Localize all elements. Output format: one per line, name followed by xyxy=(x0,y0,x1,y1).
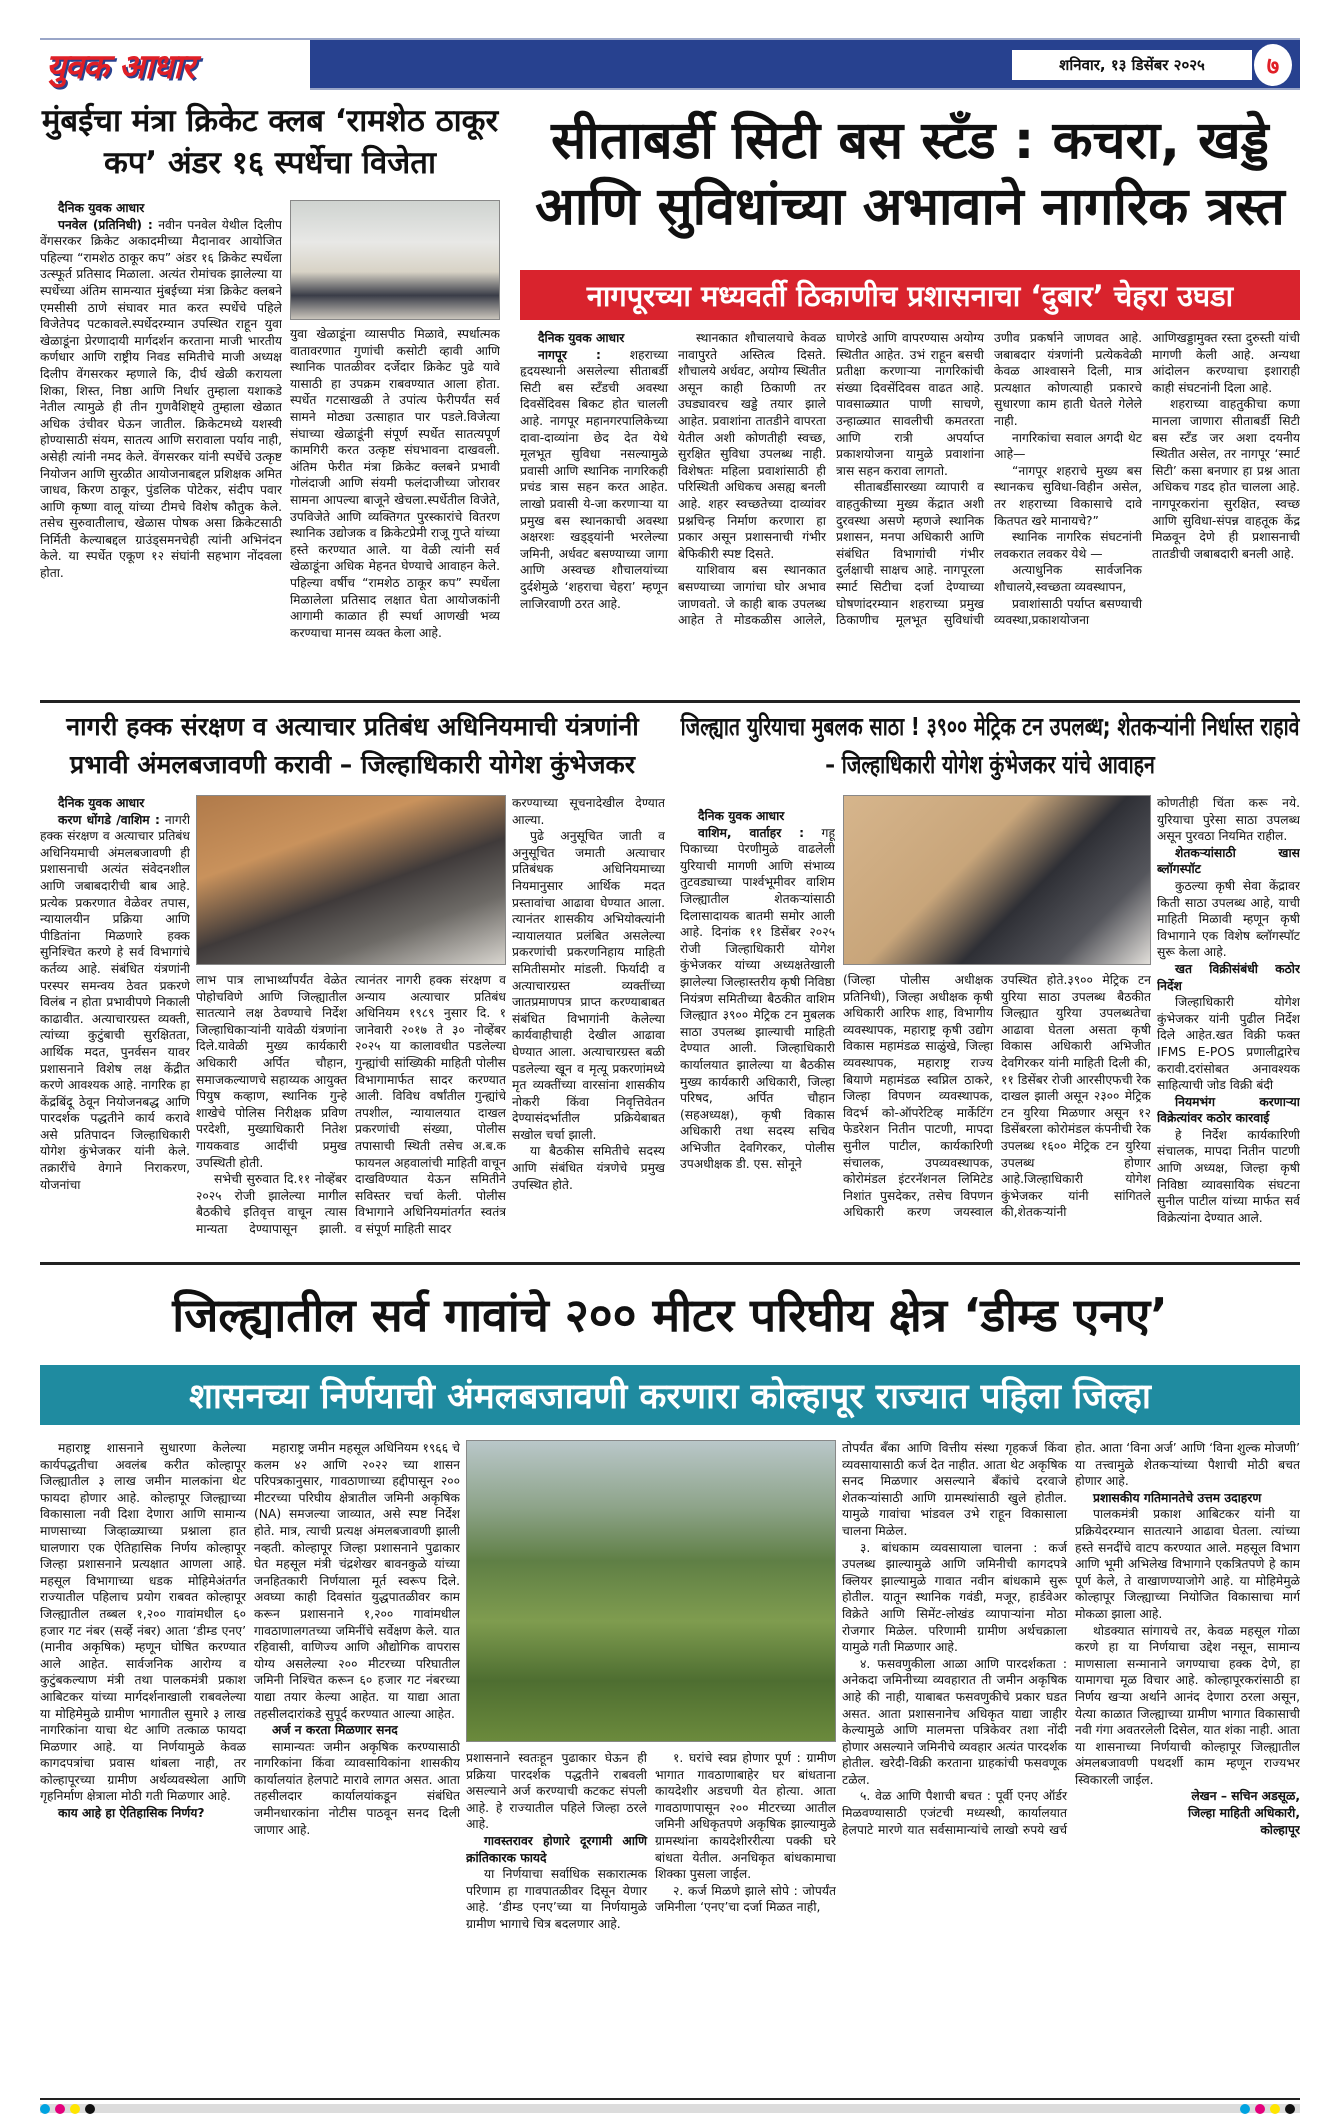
paragraph xyxy=(290,326,500,641)
paragraph-text: १. घरांचे स्वप्न होणार पूर्ण : ग्रामीण भागात गावठाणाबाहेर घर बांधताना कायदेशीर अडचणी येत होत्या. आता गावठाणापासून २०० मीटरच्या आतील जमिनी अधिकृतपणे अकृषिक झाल्यामुळे ग्रामस्थांना कायदेशीररीत्या पक्की घरे बांधता येतील. अनधिकृत बांधकामाचा शिक्का पुसला जाईल. xyxy=(655,1751,836,1882)
source-credit: दैनिक युवक आधार xyxy=(58,201,145,215)
paragraph xyxy=(40,1440,246,1805)
paragraph xyxy=(520,347,668,613)
cricket-column-2 xyxy=(290,326,500,696)
source-credit: दैनिक युवक आधार xyxy=(698,809,785,823)
paragraph-text: “नागपूर शहराचे मुख्य बस स्थानकच सुविधा-विहीन असेल, तर शहराच्या विकासाचे दावे कितपत खरे मानायचे?” xyxy=(994,463,1142,528)
masthead xyxy=(40,38,1300,90)
paragraph-text: पालकमंत्री प्रकाश आबिटकर यांनी या प्रक्रियेदरम्यान सातत्याने आढावा घेतला. त्यांच्या हस्ते सनदींचे वाटप करण्यात आले. महसूल विभाग आणि भूमी अभिलेख विभागाने एकत्रितपणे हे काम पूर्ण केले, ते वाखाणण्याजोगे आहे. या मोहिमेमुळे कोल्हापूर जिल्ह्याच्या नियोजित विकासाचा मार्ग मोकळा झाला आहे. xyxy=(1075,1507,1300,1621)
dateline: करण धोंगडे /वाशिम : xyxy=(58,812,160,827)
paragraph-text: प्रवाशांसाठी पर्याप्त बसण्याची व्यवस्था,प्रकाशयोजना आणिखड्डामुक्त रस्ता दुरुस्ती यांची मागणी केली आहे. अन्यथा आंदोलन करण्याचा इशाराही काही संघटनांनी दिला आहे. xyxy=(994,331,1300,628)
paragraph xyxy=(196,972,347,1171)
subheading: प्रशासकीय गतिमानतेचे उत्तम उदाहरण xyxy=(1093,1490,1262,1505)
paragraph-text: कोणतीही चिंता करू नये. युरियाचा पुरेसा साठा उपलब्ध असून पुरवठा नियमित राहील. xyxy=(1157,796,1300,844)
paragraph-text: नागरिकांचा सवाल अगदी थेट आहे— xyxy=(994,430,1142,462)
paragraph-text: सामान्यतः जमीन अकृषिक करण्यासाठी नागरिकांना किंवा व्यावसायिकांना शासकीय कार्यालयांत हेलपाटे मारावे लागत असत. आता तहसीलदार कार्यालयांकडून संबंधित जमीनधारकांना नोटीस पाठवून सनद दिली जाणार आहे. xyxy=(254,1739,460,1837)
paragraph xyxy=(1075,1623,1300,1789)
paragraph-text: स्थानकात शौचालयाचे केवळ नावापुरते अस्तित्व दिसते. शौचालये अर्धवट, अयोग्य स्थितीत असून काही ठिकाणी तर उघड्यावरच खड्डे तयार झाले आहेत. प्रवाशांना तातडीने वापरता येतील अशी कोणतीही स्वच्छ, सुरक्षित सुविधा उपलब्ध नाही. विशेषतः महिला प्रवाशांसाठी ही परिस्थिती अधिकच असह्य बनली आहे. शहर स्वच्छतेच्या दाव्यांवर प्रश्नचिन्ह निर्माण करणारा हा प्रकार असून प्रशासनाची गंभीर बेफिकीरी स्पष्ट दिसते. xyxy=(678,331,826,561)
paragraph xyxy=(520,330,668,347)
atrocity-column-1 xyxy=(40,795,190,1245)
paragraph xyxy=(842,1440,1067,1540)
dateline: नागपूर : xyxy=(538,347,601,362)
section-divider xyxy=(40,700,1300,703)
nagpur-subheadline-banner: नागपूरच्या मध्यवर्ती ठिकाणीच प्रशासनाचा ‘दुबार’ चेहरा उघडा xyxy=(520,270,1300,320)
paragraph xyxy=(994,529,1142,562)
paragraph xyxy=(1075,1506,1300,1622)
cricket-headline: मुंबईचा मंत्रा क्रिकेट क्लब ‘रामशेठ ठाकूर कप’ अंडर १६ स्पर्धेचा विजेता xyxy=(41,103,499,181)
footer-rule xyxy=(40,2098,1300,2100)
urea-column-1 xyxy=(680,808,835,1245)
atrocity-act-headline: नागरी हक्क संरक्षण व अत्याचार प्रतिबंध अधिनियमाची यंत्रणांनी प्रभावी अंमलबजावणी करावी – जिल्हाधिकारी योगेश कुंभेजकर xyxy=(66,712,639,779)
paragraph-text: ५. वेळ आणि पैशाची बचत : पूर्वी एनए ऑर्डर मिळवण्यासाठी एजंटची मध्यस्थी, कार्यालयात हेलपाटे मारणे यात सर्वसामान्यांचे लाखो रुपये खर्च होत. आता ‘विना अर्ज’ आणि ‘विना शुल्क मोजणी’ या तत्त्वामुळे शेतकऱ्यांच्या पैशाची मोठी बचत होणार आहे. xyxy=(842,1441,1300,1837)
paragraph-text: महाराष्ट्र शासनाने सुधारणा केलेल्या कार्यपद्धतीचा अवलंब करीत कोल्हापूर जिल्ह्यातील ३ लाख जमीन मालकांना थेट फायदा होणार आहे. कोल्हापूर जिल्ह्याच्या विकासाला नवी दिशा देणारा आणि सामान्य माणसाच्या जिव्हाळ्याच्या प्रश्नाला हात घालणारा एक ऐतिहासिक निर्णय कोल्हापूर जिल्हा प्रशासनाने प्रत्यक्षात आणला आहे. महसूल विभागाच्या धडक मोहिमेअंतर्गत राज्यातील पहिलाच प्रयोग राबवत कोल्हापूर जिल्ह्यातील तब्बल १,२०० गावांमधील ६० हजार गट नंबर (सर्व्हे नंबर) आता ‘डीम्ड एनए’ (मानीव अकृषिक) म्हणून घोषित करण्यात आले आहेत. सार्वजनिक आरोग्य व कुटुंबकल्याण मंत्री तथा पालकमंत्री प्रकाश आबिटकर यांच्या मार्गदर्शनाखाली राबवलेल्या या मोहिमेमुळे ग्रामीण भागातील सुमारे ३ लाख नागरिकांना याचा थेट आणि तत्काळ फायदा मिळणार आहे. या निर्णयामुळे केवळ कागदपत्रांचा प्रवास थांबला नाही, तर कोल्हापूरच्या ग्रामीण अर्थव्यवस्थेला आणि गृहनिर्माण क्षेत्राला मोठी गती मिळणार आहे. xyxy=(40,1441,246,1804)
paragraph-text: (जिल्हा पोलीस अधीक्षक प्रतिनिधी), जिल्हा अधीक्षक कृषी अधिकारी आरिफ शाह, विभागीय व्यवस्थापक, महाराष्ट्र कृषी उद्योग विकास महामंडळ साळुंखे, जिल्हा व्यवस्थापक, महाराष्ट्र राज्य बियाणे महामंडळ स्वप्निल ठाकरे, जिल्हा विपणन व्यवस्थापक, विदर्भ को-ऑपरेटिव्ह मार्केटिंग फेडरेशन नितीन पाटणी, मापदा सुनील पाटील, कार्यकारिणी संचालक, उपव्यवस्थापक, कोरोमंडल इंटरनॅशनल लिमिटेड निशांत पुसदेकर, तसेच विपणन अधिकारी करण जयस्वाल उपस्थित होते.३९०० मेट्रिक टन युरिया साठा उपलब्ध बैठकीत जिल्ह्यात युरिया उपलब्धतेचा आढावा घेतला असता कृषी विकास अधिकारी अभिजीत देवगिरकर यांनी माहिती दिली की, ११ डिसेंबर रोजी आरसीएफची रेक दाखल झाली असून २३०० मेट्रिक टन युरिया मिळणार असून १२ डिसेंबरला कोरोमंडल कंपनीची रेक उपलब्ध १६०० मेट्रिक टन युरिया उपलब्ध होणार आहे.जिल्हाधिकारी योगेश कुंभेजकर यांनी सांगितले की,शेतकऱ्यांनी xyxy=(843,973,1151,1220)
paragraph xyxy=(40,812,190,1194)
paragraph xyxy=(466,1866,647,1932)
kolhapur-columns-1-2 xyxy=(40,1440,460,2095)
paragraph-text: प्रशासनाने स्वतःहून पुढाकार घेऊन ही प्रक्रिया पारदर्शक पद्धतीने राबवली असल्याने अर्ज करण्याची कटकट संपली आहे. हे राज्यातील पहिले जिल्हा ठरले आहे. xyxy=(466,1751,647,1832)
source-credit: दैनिक युवक आधार xyxy=(538,331,625,345)
paragraph xyxy=(994,430,1142,463)
paragraph-text: ३. बांधकाम व्यवसायाला चालना : कर्ज उपलब्ध झाल्यामुळे आणि जमिनीची कागदपत्रे क्लियर झाल्यामुळे गावात नवीन बांधकामे सुरू होतील. यातून स्थानिक गवंडी, मजूर, हार्डवेअर विक्रेते आणि सिमेंट-लोखंड व्यापाऱ्यांना मोठा रोजगार मिळेल. परिणामी ग्रामीण अर्थचक्राला यामुळे गती मिळणार आहे. xyxy=(842,1540,1067,1655)
section-divider xyxy=(40,1262,1300,1265)
paragraph-text: शहराच्या हृदयस्थानी असलेल्या सीताबर्डी सिटी बस स्टँडची अवस्था दिवसेंदिवस बिकट होत चालली आहे. नागपूर महानगरपालिकेच्या दावा-दाव्यांना छेद देत येथे मूलभूत सुविधा नसल्यामुळे प्रवासी आणि स्थानिक नागरिकही प्रचंड त्रास सहन करत आहेत. लाखो प्रवासी ये-जा करणाऱ्या या प्रमुख बस स्थानकाची अवस्था अक्षरशः खड्ड्यांनी भरलेल्या जमिनी, अर्धवट बसण्याच्या जागा आणि अस्वच्छ शौचालयांच्या दुर्दशेमुळे ‘शहराचा चेहरा’ म्हणून लाजिरवाणी ठरत आहे. xyxy=(520,347,668,611)
nagpur-headline: सीताबर्डी सिटी बस स्टँड : कचरा, खड्डे आणि सुविधांच्या अभावाने नागरिक त्रस्त xyxy=(535,111,1285,237)
paragraph-text: नागरी हक्क संरक्षण व अत्याचार प्रतिबंध अधिनियमाची अंमलबजावणी ही प्रशासनाची अत्यंत संवेदनशील आणि जबाबदारीची बाब आहे. प्रत्येक प्रकरणात वेळेवर तपास, न्यायालयीन प्रक्रिया आणि पीडितांना मिळणारे हक्क सुनिश्चित करणे हे सर्व विभागांचे कर्तव्य आहे. संबंधित यंत्रणांनी परस्पर समन्वय ठेवत प्रकरणे विलंब न होता प्रभावीपणे निकाली काढावीत. अत्याचारग्रस्त व्यक्ती, त्यांच्या कुटुंबाची सुरक्षितता, आर्थिक मदत, पुनर्वसन यावर प्रशासनाने विशेष लक्ष केंद्रीत करणे आवश्यक आहे. नागरिक हा केंद्रबिंदू ठेवून नियोजनबद्ध आणि पारदर्शक पद्धतीने कार्य करावे असे प्रतिपादन जिल्हाधिकारी योगेश कुंभेजकर यांनी केले. तक्रारींचे वेगाने निराकरण, योजनांचा xyxy=(40,812,190,1192)
paragraph-text: या बैठकीस समितीचे सदस्य आणि संबंधित यंत्रणेचे प्रमुख उपस्थित होते. xyxy=(512,1144,665,1192)
paragraph-text: हे निर्देश कार्यकारिणी संचालक, मापदा नितीन पाटणी आणि अध्यक्ष, जिल्हा कृषी निविष्ठा व्यावसायिक संघटना सुनील पाटील यांच्या मार्फत सर्व विक्रेत्यांना देण्यात आले. xyxy=(1157,1127,1300,1225)
paragraph xyxy=(655,1883,836,1916)
atrocity-column-4 xyxy=(512,795,665,1245)
paragraph-text: थोडक्यात सांगायचे तर, केवळ महसूल गोळा करणे हा या निर्णयाचा उद्देश नसून, सामान्य माणसाला सन्मानाने जगण्याचा हक्क देणे, हा यामागचा मूळ विचार आहे. कोल्हापूरकरांसाठी हा निर्णय खऱ्या अर्थाने आनंद देणारा ठरला असून, येत्या काळात जिल्ह्याच्या ग्रामीण भागात विकासाची नवी गंगा अवतरलेली दिसेल, यात शंका नाही. आता या शासनाच्या निर्णयाची कोल्हापूर जिल्ह्यातील अंमलबजावणी पथदर्शी काम म्हणून राज्यभर स्विकारली जाईल. xyxy=(1075,1623,1300,1787)
paragraph-text: स्थानिक नागरिक संघटनांनी लवकरात लवकर येथे — xyxy=(994,530,1142,561)
committee-meeting-photo xyxy=(196,795,506,965)
paragraph-text: करण्याच्या सूचनादेखील देण्यात आल्या. xyxy=(512,796,665,827)
author-byline: लेखन – सचिन अडसूळ, xyxy=(1191,1789,1300,1804)
paragraph-text: अत्याधुनिक सार्वजनिक शौचालये,स्वच्छता व्यवस्थापन, xyxy=(994,563,1142,594)
paragraph xyxy=(994,463,1142,529)
paragraph-text: लाभ पात्र लाभार्थ्यांपर्यंत वेळेत पोहोचविणे आणि जिल्ह्यातील सातत्याने लक्ष ठेवण्याचे निर्देश जिल्हाधिकाऱ्यांनी यावेळी यंत्रणांना दिले.यावेळी मुख्य कार्यकारी अधिकारी अर्पित चौहान, समाजकल्याणचे सहाय्यक आयुक्त पियुष कव्हाण, स्थानिक गुन्हे शाखेचे पोलिस निरीक्षक प्रविण परदेशी, मुख्याधिकारी नितेश गायकवाड आदींची प्रमुख उपस्थिती होती. xyxy=(196,973,347,1170)
paragraph-text: युवा खेळाडूंना व्यासपीठ मिळावे, स्पर्धात्मक वातावरणात गुणांची कसोटी व्हावी आणि स्थानिक पातळीवर दर्जेदार क्रिकेट पुढे यावे यासाठी हा उपक्रम राबवण्यात आला होता. स्पर्धेत गटसाखळी ते उपांत्य फेरीपर्यंत सर्व सामने मोठ्या उत्साहात पार पडले.विजेत्या संघाच्या खेळाडूंनी संपूर्ण स्पर्धेत सातत्यपूर्ण कामगिरी करत उत्कृष्ट संघभावना दाखवली. अंतिम फेरीत मंत्रा क्रिकेट क्लबने प्रभावी गोलंदाजी आणि संयमी फलंदाजीच्या जोरावर सामना आपल्या बाजूने खेचला.स्पर्धेतील विजेते, उपविजेते आणि व्यक्तिगत पुरस्कारांचे वितरण स्थानिक उद्योजक व क्रिकेटप्रेमी राजू गुप्ते यांच्या हस्ते करण्यात आले. या वेळी त्यांनी सर्व खेळाडूंना अधिक मेहनत घेण्याचे आवाहन केले. पहिल्या वर्षीच “रामशेठ ठाकूर कप” स्पर्धेला मिळालेला प्रतिसाद लक्षात घेता आयोजकांनी आगामी काळात ही स्पर्धा आणखी भव्य करण्याचा मानस व्यक्त केला आहे. xyxy=(290,327,500,640)
paragraph xyxy=(40,217,282,582)
subheading: शेतकऱ्यांसाठी खास ब्लॉगस्पॉट xyxy=(1157,845,1300,877)
kolhapur-subheadline-banner: शासनच्या निर्णयाची अंमलबजावणी करणारा कोल्हापूर राज्यात पहिला जिल्हा xyxy=(40,1365,1300,1425)
paragraph xyxy=(254,1440,460,1722)
issue-date: शनिवार, १३ डिसेंबर २०२५ xyxy=(1012,50,1252,80)
paragraph-text: २. कर्ज मिळणे झाले सोपे : जोपर्यंत जमिनीला ‘एनए’चा दर्जा मिळत नाही, xyxy=(655,1883,836,1915)
subheading: खत विक्रीसंबंधी कठोर निर्देश xyxy=(1157,961,1300,993)
subheading: नियमभंग करणाऱ्या विक्रेत्यांवर कठोर कारवाई xyxy=(1157,1094,1300,1126)
paragraph xyxy=(512,828,665,1143)
paragraph xyxy=(680,808,835,825)
paragraph xyxy=(512,1143,665,1193)
footer-bar xyxy=(40,2104,1300,2113)
paragraph-text: कुठल्या कृषी सेवा केंद्रावर किती साठा उपलब्ध आहे, याची माहिती मिळावी म्हणून कृषी विभागाने एक विशेष ब्लॉगस्पॉट सुरू केला आहे. xyxy=(1157,878,1300,960)
author-byline: कोल्हापूर xyxy=(1260,1822,1300,1837)
subheading: गावस्तरावर होणारे दूरगामी आणि क्रांतिकारक फायदे xyxy=(466,1833,647,1865)
paragraph xyxy=(1157,1127,1300,1227)
urea-column-4 xyxy=(1157,795,1300,1245)
paragraph-text: शहराच्या वाहतुकीचा कणा मानला जाणारा सीताबर्डी सिटी बस स्टँड जर अशा दयनीय स्थितीत असेल, तर नागपूर ‘स्मार्ट सिटी’ कसा बनणार हा प्रश्न आता अधिकच गडद होत चालला आहे. नागपूरकरांना सुरक्षित, स्वच्छ आणि सुविधा-संपन्न वाहतूक केंद्र मिळवून देणे ही प्रशासनाची तातडीची जबाबदारी बनली आहे. xyxy=(1152,397,1300,561)
nagpur-body xyxy=(520,330,1300,696)
paragraph xyxy=(512,795,665,828)
paragraph xyxy=(655,1750,836,1883)
paragraph xyxy=(994,562,1142,595)
paragraph xyxy=(254,1739,460,1839)
page-number: ७ xyxy=(1254,44,1292,86)
paragraph-text: याशिवाय बस स्थानकात बसण्याच्या जागांचा घोर अभाव जाणवतो. जे काही बाक उपलब्ध आहेत ते मोडकळीस आलेले, घाणेरडे आणि वापरण्यास अयोग्य स्थितीत आहेत. उभं राहून बसची प्रतीक्षा करणाऱ्या नागरिकांची संख्या दिवसेंदिवस वाढत आहे. पावसाळ्यात पाणी साचणे, उन्हाळ्यात सावलीची कमतरता आणि रात्री अपर्याप्त प्रकाशयोजना यामुळे प्रवाशांना त्रास सहन करावा लागतो. xyxy=(678,331,984,628)
paragraph-text: नवीन पनवेल येथील दिलीप वेंगसरकर क्रिकेट अकादमीच्या मैदानावर आयोजित पहिल्या “रामशेठ ठाकूर कप” अंडर १६ क्रिकेट स्पर्धेला उत्स्फूर्त प्रतिसाद मिळाला. अत्यंत रोमांचक झालेल्या या स्पर्धेच्या अंतिम सामन्यात मुंबईच्या मंत्रा क्रिकेट क्लबने एमसीसी ठाणे संघावर मात करत स्पर्धेचे पहिले विजेतेपद पटकावले.स्पर्धेदरम्यान उपस्थित राहून युवा खेळाडूंना प्रेरणादायी मार्गदर्शन करताना माजी भारतीय कर्णधार आणि राष्ट्रीय निवड समितीचे माजी अध्यक्ष दिलीप वेंगसरकर म्हणाले कि, दीर्घ खेळी करायला शिका, शिस्त, निष्ठा आणि निर्धार तुम्हाला यशाकडे नेतील त्यामुळे ही तीन गुणवैशिष्ट्ये तुम्हाला खेळात अधिक उंचीवर घेऊन जातील. क्रिकेटमध्ये यशस्वी होण्यासाठी संयम, सातत्य आणि सरावाला पर्याय नाही, असेही त्यांनी नमद केले. वेंगसरकर यांनी स्पर्धेचे उत्कृष्ट नियोजन आणि सुरळीत आयोजनाबद्दल प्रशिक्षक अमित जाधव, किरण ठाकूर, पुंडलिक पोटेकर, संदीप पवार आणि कृष्णा वालू यांच्या टीमचे विशेष कौतुक केले. तसेच सुरुवातीलाच, खेळास पोषक असा क्रिकेटसाठी निर्मिती केल्याबद्दल ग्राउंड्समनचेही त्यांनी अभिनंदन केले. या स्पर्धेत एकूण १२ संघांनी सहभाग नोंदवला होता. xyxy=(40,217,282,581)
color-registration-marks xyxy=(40,2104,95,2114)
dateline: वाशिम, वार्ताहर : xyxy=(698,825,805,840)
color-registration-marks xyxy=(1240,2104,1295,2114)
paragraph-text: ४. फसवणुकीला आळा आणि पारदर्शकता : अनेकदा जमिनीच्या व्यवहारात ती जमीन अकृषिक आहे की नाही, याबाबत फसवणुकीचे प्रकार घडत असत. आता प्रशासनानेच अधिकृत याद्या जाहीर केल्यामुळे आणि मालमत्ता पत्रिकेवर तशा नोंदी होणार असल्याने जमिनीचे व्यवहार अत्यंत पारदर्शक होतील. खरेदी-विक्री करताना ग्राहकांची फसवणूक टळेल. xyxy=(842,1656,1067,1787)
paragraph-text: जिल्हाधिकारी योगेश कुंभेजकर यांनी पुढील निर्देश दिले आहेत.खत विक्री फक्त IFMS E-POS प्रणालीद्वारेच करावी.दरांसोबत अनावश्यक साहित्याची जोड विक्री बंदी xyxy=(1157,995,1300,1093)
paragraph xyxy=(466,1750,647,1833)
urea-columns-2-3 xyxy=(843,972,1151,1245)
atrocity-columns-2-3 xyxy=(196,972,506,1245)
paragraph-text: तोपर्यंत बँका आणि वित्तीय संस्था गृहकर्ज किंवा व्यवसायासाठी कर्ज देत नाहीत. आता थेट अकृषिक सनद मिळणार असल्याने बँकांचे दरवाजे शेतकऱ्यांसाठी आणि ग्रामस्थांसाठी खुले होतील. यामुळे गावांचा भांडवल उभे राहून विकासाला चालना मिळेल. xyxy=(842,1441,1067,1538)
paragraph xyxy=(1157,795,1300,845)
kolhapur-columns-3-4 xyxy=(466,1750,836,2095)
kolhapur-columns-5-6 xyxy=(842,1440,1300,2095)
village-landscape-photo xyxy=(466,1440,836,1742)
urea-headline: जिल्ह्यात युरियाचा मुबलक साठा ! ३९०० मेट्रिक टन उपलब्ध; शेतकऱ्यांनी निर्धास्त राहावे – जिल्हाधिकारी योगेश कुंभेजकर यांचे आवाहन xyxy=(680,712,1300,779)
paragraph xyxy=(678,330,826,562)
paragraph-text: पुढे अनुसूचित जाती व अनुसूचित जमाती अत्याचार प्रतिबंधक अधिनियमाच्या नियमानुसार आर्थिक मदत प्रस्तावांचा आढावा घेण्यात आला. त्यानंतर शासकीय अभियोक्त्यांनी न्यायालयात प्रलंबित असलेल्या प्रकरणांची प्रकरणनिहाय माहिती समितीसमोर मांडली. फिर्यादी व अत्याचारग्रस्त व्यक्तींच्या जातप्रमाणपत्र प्राप्त करण्याबाबत संबंधित विभागांनी केलेल्या कार्यवाहीचाही देखील आढावा घेण्यात आला. अत्याचारग्रस्त बळी पडलेल्या खून व मृत्यू प्रकरणांमध्ये मृत व्यक्तींच्या वारसांना शासकीय नोकरी किंवा निवृत्तिवेतन देण्यासंदर्भातील प्रक्रियेबाबत सखोल चर्चा झाली. xyxy=(512,829,665,1142)
kolhapur-headline: जिल्ह्यातील सर्व गावांचे २०० मीटर परिघीय क्षेत्र ‘डीम्ड एनए’ xyxy=(172,1288,1168,1342)
paragraph xyxy=(1152,396,1300,562)
author-byline: जिल्हा माहिती अधिकारी, xyxy=(1188,1806,1300,1821)
paragraph xyxy=(40,200,282,217)
paragraph xyxy=(842,1656,1067,1789)
newspaper-logo: युवक आधार xyxy=(40,40,310,90)
urea-meeting-photo xyxy=(843,795,1151,965)
paragraph-text: सभेची सुरुवात दि.११ नोव्हेंबर २०२५ रोजी झालेल्या मागील बैठकीचे इतिवृत्त वाचून त्यास मान्यता देण्यापासून झाली. त्यानंतर नागरी हक्क संरक्षण व अन्याय अत्याचार प्रतिबंध अधिनियम १९८९ नुसार दि. १ जानेवारी २०१७ ते ३० नोव्हेंबर २०२५ या कालावधीत पडलेल्या गुन्ह्यांची सांख्यिकी माहिती पोलीस विभागामार्फत सादर करण्यात आली. विविध वर्षांतील गुन्ह्यांचे तपशील, न्यायालयात दाखल प्रकरणांची संख्या, पोलीस तपासाची स्थिती तसेच अ.ब.क फायनल अहवालांची माहिती वाचून दाखविण्यात येऊन समितीने सविस्तर चर्चा केली. पोलीस विभागाने अधिनियमांतर्गत स्वतंत्र व संपूर्ण माहिती सादर xyxy=(196,973,506,1236)
paragraph-text: महाराष्ट्र जमीन महसूल अधिनियम १९६६ चे कलम ४२ आणि २०२२ च्या शासन परिपत्रकानुसार, गावठाणाच्या हद्दीपासून २०० मीटरच्या परिघीय क्षेत्रातील जमिनी अकृषिक (NA) समजल्या जाव्यात, असे स्पष्ट निर्देश होते. मात्र, त्याची प्रत्यक्ष अंमलबजावणी झाली नव्हती. कोल्हापूर जिल्हा प्रशासनाने पुढाकार घेत महसूल मंत्री चंद्रशेखर बावनकुळे यांच्या जनहितकारी निर्णयाला मूर्त स्वरूप दिले. अवघ्या काही दिवसांत युद्धपातळीवर काम करून प्रशासनाने १,२०० गावांमधील गावठाणालगतच्या जमिनींचे सर्वेक्षण केले. यात रहिवासी, वाणिज्य आणि औद्योगिक वापरास योग्य असलेल्या २०० मीटरच्या परिघातील जमिनी निश्चित करून ६० हजार गट नंबरच्या याद्या तयार केल्या आहेत. या याद्या आता तहसीलदारांकडे सुपूर्द करण्यात आल्या आहेत. xyxy=(254,1441,460,1721)
paragraph-text: या निर्णयाचा सर्वाधिक सकारात्मक परिणाम हा गावपातळीवर दिसून येणार आहे. ‘डीम्ड एनए’च्या या निर्णयामुळे ग्रामीण भागाचे चित्र बदलणार आहे. xyxy=(466,1867,647,1931)
subheading: काय आहे हा ऐतिहासिक निर्णय? xyxy=(58,1806,205,1821)
paragraph xyxy=(1157,878,1300,961)
cricket-column-1 xyxy=(40,200,282,696)
paragraph xyxy=(1157,994,1300,1094)
subheading: अर्ज न करता मिळणार सनद xyxy=(272,1723,398,1738)
paragraph xyxy=(842,1540,1067,1656)
paragraph-text: गहू पिकाच्या पेरणीमुळे वाढलेली युरियाची मागणी आणि संभाव्य तुटवड्याच्या पार्श्वभूमीवर वाशिम जिल्ह्यातील शेतकऱ्यांसाठी दिलासादायक बातमी समोर आली आहे. दिनांक ११ डिसेंबर २०२५ रोजी जिल्हाधिकारी योगेश कुंभेजकर यांच्या अध्यक्षतेखाली झालेल्या जिल्हास्तरीय कृषी निविष्ठा नियंत्रण समितीच्या बैठकीत वाशिम जिल्ह्यात ३९०० मेट्रिक टन मुबलक साठा उपलब्ध झाल्याची माहिती देण्यात आली. जिल्हाधिकारी कार्यालयात झालेल्या या बैठकीस मुख्य कार्यकारी अधिकारी, जिल्हा परिषद, अर्पित चौहान (सहअध्यक्ष), कृषी विकास अधिकारी तथा सदस्य सचिव अभिजीत देवगिरकर, पोलीस उपअधीक्षक डी. एस. सोनूने xyxy=(680,825,835,1172)
paragraph xyxy=(843,972,1151,1221)
paragraph-text: सीताबर्डीसारख्या व्यापारी व वाहतुकीच्या मुख्य केंद्रात अशी दुरवस्था असणे म्हणजे स्थानिक प्रशासन, मनपा अधिकारी आणि संबंधित विभागांची गंभीर दुर्लक्षाची साक्षच आहे. नागपूरला स्मार्ट सिटीचा दर्जा देण्याच्या घोषणांदरम्यान शहराच्या प्रमुख ठिकाणीच मूलभूत सुविधांची उणीव प्रकर्षाने जाणवत आहे. जबाबदार यंत्रणांनी प्रत्येकवेळी केवळ आश्वासने दिली, मात्र प्रत्यक्षात कोणत्याही प्रकारचे सुधारणा काम हाती घेतले गेलेले नाही. xyxy=(836,331,1142,628)
dateline: पनवेल (प्रतिनिधी) : xyxy=(58,217,153,232)
paragraph xyxy=(40,795,190,812)
cricket-team-photo xyxy=(290,200,500,320)
paragraph xyxy=(680,825,835,1173)
source-credit: दैनिक युवक आधार xyxy=(58,796,145,810)
